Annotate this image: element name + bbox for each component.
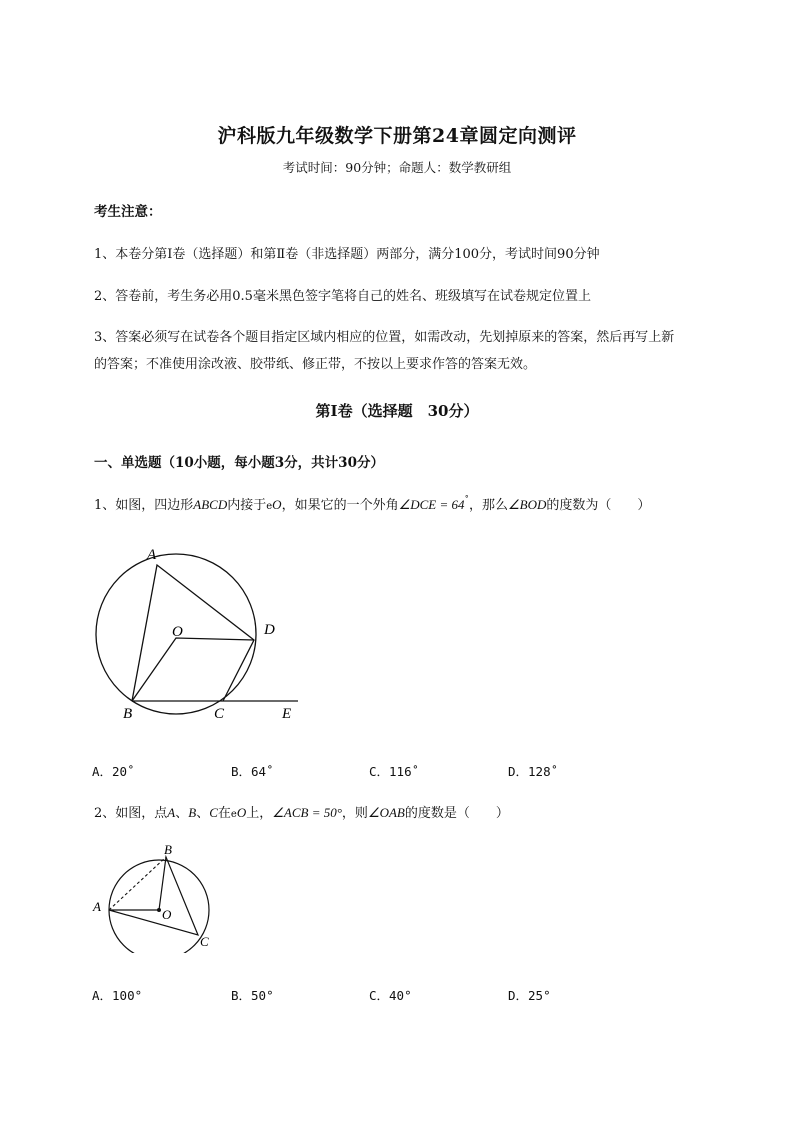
q2-stem-text: 上， — [246, 806, 273, 821]
q1-label-e: E — [282, 706, 292, 722]
q1-circle-symbol: e — [266, 501, 273, 512]
notice-item-3-continued: 的答案；不准使用涂改液、胶带纸、修正带，不按以上要求作答的答案无效。 — [94, 357, 537, 372]
q1-stem-text: 内接于 — [227, 498, 267, 513]
notice-heading: 考生注意： — [94, 204, 162, 220]
q2-stem-text: 的度数是（ ） — [404, 806, 509, 821]
q1-option-c[interactable]: C．116˚ — [369, 764, 420, 779]
q1-label-o: O — [172, 624, 183, 640]
q2-label-b: B — [164, 842, 172, 857]
q2-point-a: A — [167, 805, 176, 820]
notice-item-1: 1、本卷分第I卷（选择题）和第Ⅱ卷（非选择题）两部分，满分100分，考试时间90分钟 — [94, 247, 600, 262]
q2-angle-acb: ∠ACB = 50° — [272, 805, 342, 820]
q2-option-a[interactable]: A．100° — [92, 988, 143, 1003]
q1-stem-text: ，那么 — [469, 498, 509, 513]
q1-stem-text: ，如果它的一个外角 — [281, 498, 399, 513]
q1-label-d: D — [264, 622, 275, 638]
q1-label-c: C — [214, 706, 225, 722]
q1-angle-dce: ∠DCE = 64 — [398, 497, 465, 512]
section-title: 第I卷（选择题 30分） — [315, 402, 479, 420]
q2-point-c: C — [209, 805, 218, 820]
question-1-stem — [94, 494, 650, 513]
q2-stem-text: 2、如图，点 — [94, 806, 168, 821]
question-2-stem — [94, 802, 509, 821]
notice-item-2: 2、答卷前，考生务必用0.5毫米黑色签字笔将自己的姓名、班级填写在试卷规定位置上 — [94, 289, 591, 304]
q2-option-c[interactable]: C．40° — [369, 988, 412, 1003]
q2-option-d[interactable]: D．25° — [508, 988, 551, 1003]
q1-label-b: B — [123, 706, 133, 722]
page-title: 沪科版九年级数学下册第24章圆定向测评 — [217, 125, 577, 147]
q1-quadrilateral — [132, 565, 254, 701]
q1-radii — [132, 638, 254, 701]
q2-label-c: C — [200, 934, 209, 949]
q2-stem-text: 在 — [217, 806, 231, 821]
q2-stem-text: 、 — [175, 806, 189, 821]
part-heading: 一、单选题（10小题，每小题3分，共计30分） — [94, 455, 384, 471]
q1-stem-text: 1、如图，四边形 — [94, 498, 194, 513]
question-2-figure — [88, 838, 223, 953]
q2-label-a: A — [93, 899, 101, 914]
q1-stem-text: 的度数为（ ） — [546, 498, 651, 513]
q2-center-dot — [157, 908, 161, 912]
q1-circle-center: O — [272, 497, 282, 512]
q2-circle-center: O — [236, 805, 247, 820]
q1-label-a: A — [147, 547, 157, 563]
q2-circle-symbol: e — [230, 809, 237, 820]
q2-stem-text: 、 — [196, 806, 210, 821]
q1-quad-name: ABCD — [193, 497, 228, 512]
q2-stem-text: ，则 — [341, 806, 368, 821]
q1-degree-mark: ˚ — [464, 496, 470, 507]
q2-label-o: O — [162, 907, 172, 922]
q2-point-b: B — [188, 805, 197, 820]
question-1-figure — [90, 540, 310, 725]
q1-option-b[interactable]: B．64˚ — [231, 764, 274, 779]
q1-option-a[interactable]: A．20˚ — [92, 764, 135, 779]
q2-option-b[interactable]: B．50° — [231, 988, 274, 1003]
notice-item-3: 3、答案必须写在试卷各个题目指定区域内相应的位置，如需改动，先划掉原来的答案，然后再写上新 — [94, 330, 675, 345]
exam-info: 考试时间：90分钟；命题人：数学教研组 — [282, 160, 512, 175]
q1-option-d[interactable]: D．128˚ — [508, 764, 559, 779]
q1-angle-bod: ∠BOD — [508, 497, 547, 512]
q2-angle-oab: ∠OAB — [367, 805, 405, 820]
